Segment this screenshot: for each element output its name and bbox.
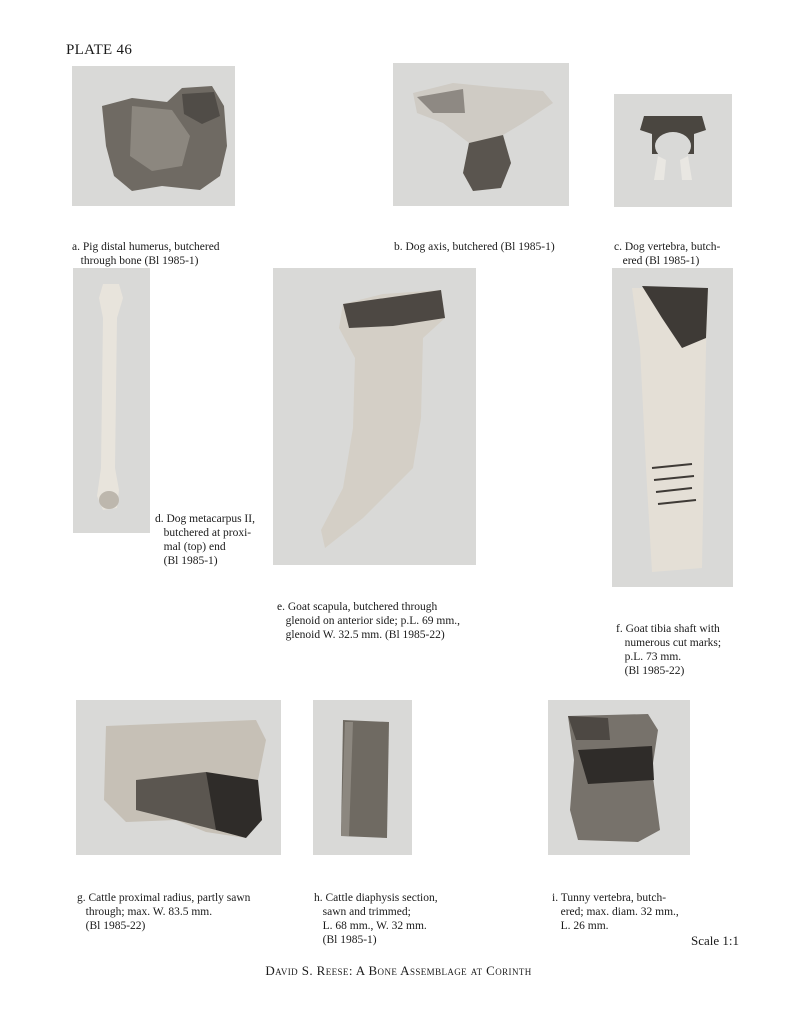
caption-e: e. Goat scapula, butchered through glenoid on anterior side; p.L. 69 mm., glenoid W. 32.5 mm. (Bl 1985-22) <box>277 601 461 641</box>
plate-title: PLATE 46 <box>66 42 133 58</box>
photo-goat-scapula <box>273 268 476 565</box>
caption-i: i. Tunny vertebra, butch- ered; max. diam. 32 mm., L. 26 mm. <box>552 892 679 932</box>
running-footer: David S. Reese: A Bone Assemblage at Corinth <box>265 963 532 978</box>
photo-tunny-vertebra <box>548 700 690 855</box>
photo-dog-vertebra <box>614 94 732 207</box>
caption-b: b. Dog axis, butchered (Bl 1985-1) <box>394 241 555 253</box>
caption-g: g. Cattle proximal radius, partly sawn through; max. W. 83.5 mm. (Bl 1985-22) <box>77 892 251 932</box>
caption-h: h. Cattle diaphysis section, sawn and trimmed; L. 68 mm., W. 32 mm. (Bl 1985-1) <box>314 892 438 946</box>
caption-a: a. Pig distal humerus, butchered through bone (Bl 1985-1) <box>72 241 220 267</box>
scale-note: Scale 1:1 <box>690 933 739 948</box>
photo-cattle-diaphysis-section <box>313 700 412 855</box>
photo-dog-metacarpus <box>73 268 150 533</box>
photo-pig-distal-humerus <box>72 66 235 206</box>
caption-f: f. Goat tibia shaft with numerous cut marks; p.L. 73 mm. (Bl 1985-22) <box>616 623 722 677</box>
photo-goat-tibia-shaft <box>612 268 733 587</box>
photo-cattle-proximal-radius <box>76 700 281 855</box>
caption-c: c. Dog vertebra, butch- ered (Bl 1985-1) <box>614 241 721 267</box>
photo-dog-axis <box>393 63 569 206</box>
caption-d: d. Dog metacarpus II, butchered at proxi- mal (top) end (Bl 1985-1) <box>155 513 255 567</box>
